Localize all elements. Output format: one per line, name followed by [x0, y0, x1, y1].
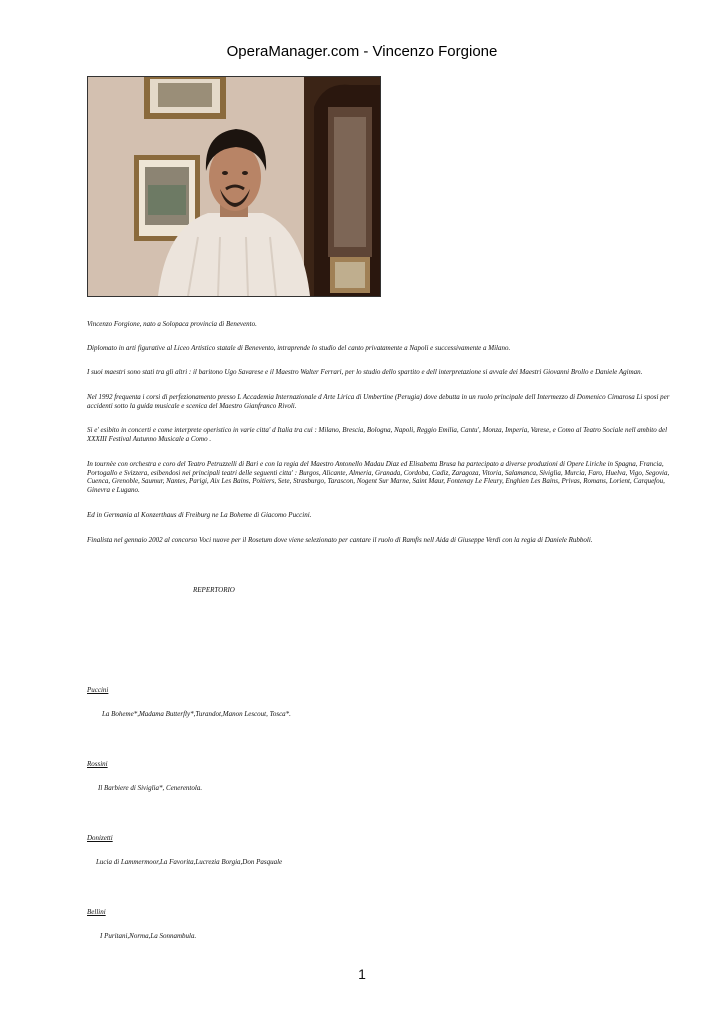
portrait-illustration [88, 77, 380, 296]
bio-paragraph: Vincenzo Forgione, nato a Solopaca provincia di Benevento. [87, 320, 257, 328]
bio-paragraph: Ed in Germania al Konzerthaus di Freiburg ne La Boheme di Giacomo Puccini. [87, 511, 312, 519]
bio-paragraph: Si e' esibito in concerti e come interprete operistico in varie citta' d Italia tra cui : Milano, Brescia, Bologna, Napoli, Reggio Emilia, Cantu', Monza, Imperia, Varese, e Como al Teatro Sociale nell ambito del XXXIII Festival Autunno Musicale a Como . [87, 426, 668, 443]
portrait-photo [87, 76, 381, 297]
composer-works: Lucia di Lammermoor,La Favorita,Lucrezia Borgia,Don Pasquale [96, 858, 283, 866]
bio-paragraph: I suoi maestri sono stati tra gli altri : il baritono Ugo Savarese e il Maestro Walter Ferrari, per lo studio dello spartito e dell interpretazione si avvale dei Maestri Giovanni Brollo e Daniele Agiman. [87, 368, 643, 376]
composer-name: Donizetti [87, 834, 113, 842]
bio-paragraph: In tournèe con orchestra e coro del Teatro Petruzzelli di Bari e con la regia del Maestro Antonello Madau Diaz ed Elisabetta Brusa ha partecipato a diverse produzioni di Opere Liriche in Spagna, Francia, Portogallo e Svizzera, esibendosi nei principali teatri delle seguenti citta' : Burgos, Alicante, Almeria, Granada, Cordoba, Cadiz, Zaragoza, Vitoria, Salamanca, Siviglia, Murcia, Faro, Huelva, Vigo, Segovia, Cuenca, Grenoble, Saumur, Nantes, Parigi, Aix Les Bains, Poitiers, Sete, Strasburgo, Tarascon, Nogent Sur Marne, Saint Maur, Fontenay Le Fleury, Enghien Les Bains, Privas, Romans, Lorient, Carquefou, Ginevra e Lugano. [87, 460, 670, 494]
composer-works: La Boheme*,Madama Butterfly*,Turandot,Manon Lescout, Tosca*. [102, 710, 291, 718]
composer-name: Bellini [87, 908, 106, 916]
page-title: OperaManager.com - Vincenzo Forgione [226, 43, 498, 60]
page-number: 1 [358, 966, 366, 982]
composer-works: I Puritani,Norma,La Sonnambula. [100, 932, 197, 940]
repertorio-heading: REPERTORIO [193, 586, 235, 594]
bio-paragraph: Diplomato in arti figurative al Liceo Artistico statale di Benevento, intraprende lo studio del canto privatamente a Napoli e successivamente a Milano. [87, 344, 511, 352]
bio-paragraph: Finalista nel gennaio 2002 al concorso Voci nuove per il Rosetum dove viene selezionato per cantare il ruolo di Ramfis nell Aida di Giuseppe Verdi con la regia di Daniele Rubboli. [87, 536, 593, 544]
composer-name: Rossini [87, 760, 108, 768]
bio-paragraph: Nel 1992 frequenta i corsi di perfezionamento presso L Accademia Internazionale d Arte Lirica di Umbertine (Perugia) dove debutta in un ruolo principale dell Intermezzo di Domenico Cimarosa Li sposi per accidenti sotto la guida musicale e scenica del Maestro Gianfranco Rivoli. [87, 393, 670, 410]
composer-name: Puccini [87, 686, 109, 694]
composer-works: Il Barbiere di Siviglia*, Cenerentola. [98, 784, 203, 792]
